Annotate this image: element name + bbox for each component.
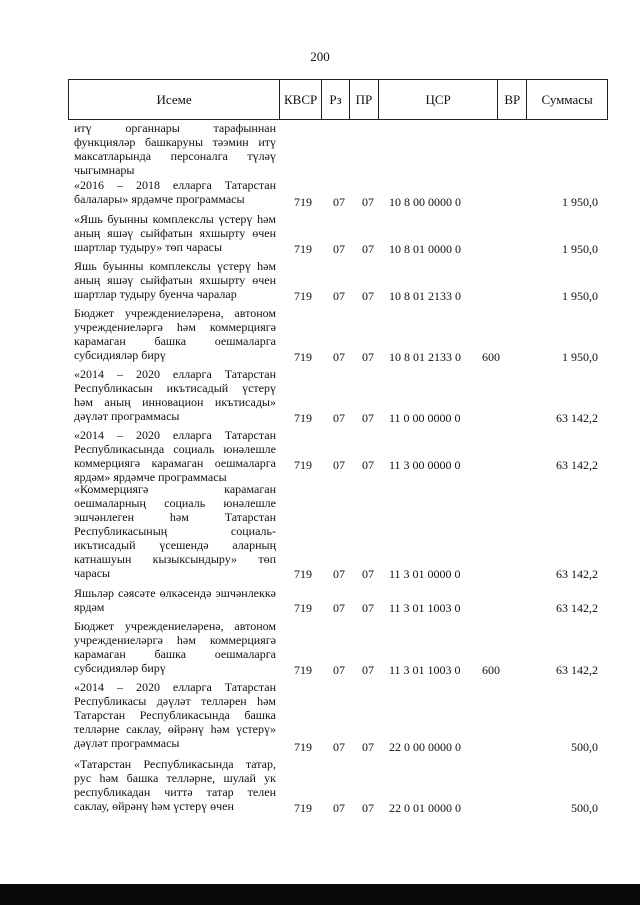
row-name: Яшь буынны комплекслы үстерү һәм аның яшәү сыйфатын яхшырту өчен шартлар тудыру буенча чаралар bbox=[74, 259, 276, 301]
row-rz: 07 bbox=[333, 350, 345, 364]
row-kvsr: 719 bbox=[294, 242, 312, 256]
header-pr: ПР bbox=[350, 80, 379, 119]
row-kvsr: 719 bbox=[294, 350, 312, 364]
row-rz: 07 bbox=[333, 289, 345, 303]
row-csr: 22 0 00 0000 0 bbox=[389, 740, 461, 754]
row-pr: 07 bbox=[362, 242, 374, 256]
row-kvsr: 719 bbox=[294, 289, 312, 303]
row-name: «Коммерциягә карамаган оешмаларның социаль юнәлешле эшчәнлеген һәм Татарстан Республикасының социаль-икътисадый үсешендә аларның катнашуын кызыксындыру» төп чарасы bbox=[74, 482, 276, 580]
table-row bbox=[74, 680, 614, 754]
row-sum: 63 142,2 bbox=[556, 663, 598, 677]
table-row bbox=[74, 367, 614, 425]
row-rz: 07 bbox=[333, 195, 345, 209]
row-pr: 07 bbox=[362, 663, 374, 677]
table-row bbox=[74, 306, 614, 364]
row-sum: 63 142,2 bbox=[556, 411, 598, 425]
table-row bbox=[74, 619, 614, 677]
header-csr: ЦСР bbox=[379, 80, 499, 119]
row-name: Бюджет учреждениеләренә, автоном учреждениеләргә һәм коммерциягә карамаган башка оешмаларга субсидияләр бирү bbox=[74, 619, 276, 675]
row-csr: 10 8 01 2133 0 bbox=[389, 289, 461, 303]
row-name: «2014 – 2020 елларга Татарстан Республикасында социаль юнәлешле коммерциягә карамаган оешмаларга ярдәм» ярдәмче программасы bbox=[74, 428, 276, 484]
row-vr: 600 bbox=[482, 663, 500, 677]
row-sum: 1 950,0 bbox=[562, 350, 598, 364]
row-rz: 07 bbox=[333, 567, 345, 581]
row-rz: 07 bbox=[333, 458, 345, 472]
row-sum: 63 142,2 bbox=[556, 458, 598, 472]
row-sum: 500,0 bbox=[571, 801, 598, 815]
row-name: Бюджет учреждениеләренә, автоном учреждениеләргә һәм коммерциягә карамаган башка оешмаларга субсидияләр бирү bbox=[74, 306, 276, 362]
row-pr: 07 bbox=[362, 195, 374, 209]
row-pr: 07 bbox=[362, 740, 374, 754]
row-kvsr: 719 bbox=[294, 601, 312, 615]
row-kvsr: 719 bbox=[294, 740, 312, 754]
header-sum: Суммасы bbox=[541, 91, 593, 107]
page-number: 200 bbox=[310, 49, 330, 64]
row-name: «Татарстан Республикасында татар, рус һәм башка телләрне, шулай ук республикадан читтә татар телен саклау, өйрәнү һәм үстерү өчен bbox=[74, 757, 276, 813]
row-kvsr: 719 bbox=[294, 458, 312, 472]
row-name: «2014 – 2020 елларга Татарстан Республикасын икътисадый үстерү һәм аның инновацион икътисады» дәүләт программасы bbox=[74, 367, 276, 423]
row-rz: 07 bbox=[333, 601, 345, 615]
row-pr: 07 bbox=[362, 411, 374, 425]
row-pr: 07 bbox=[362, 801, 374, 815]
scan-edge-bar bbox=[0, 884, 640, 905]
row-rz: 07 bbox=[333, 242, 345, 256]
row-name: «2016 – 2018 елларга Татарстан балалары» ярдәмче программасы bbox=[74, 178, 276, 206]
table-row bbox=[74, 212, 614, 256]
row-rz: 07 bbox=[333, 663, 345, 677]
header-kvsr: КВСР bbox=[280, 80, 322, 119]
table-row bbox=[74, 178, 614, 209]
row-csr: 11 0 00 0000 0 bbox=[389, 411, 461, 425]
row-csr: 10 8 01 2133 0 bbox=[389, 350, 461, 364]
row-kvsr: 719 bbox=[294, 663, 312, 677]
row-csr: 11 3 01 1003 0 bbox=[389, 663, 461, 677]
row-sum: 63 142,2 bbox=[556, 567, 598, 581]
row-name: «Яшь буынны комплекслы үстерү һәм аның яшәү сыйфатын яхшырту өчен шартлар тудыру» төп чарасы bbox=[74, 212, 276, 254]
row-kvsr: 719 bbox=[294, 567, 312, 581]
row-sum: 1 950,0 bbox=[562, 289, 598, 303]
row-rz: 07 bbox=[333, 411, 345, 425]
table-row bbox=[74, 757, 614, 815]
table-row bbox=[74, 259, 614, 303]
row-pr: 07 bbox=[362, 289, 374, 303]
table-body bbox=[74, 121, 614, 815]
table-row bbox=[74, 428, 614, 484]
row-sum: 1 950,0 bbox=[562, 242, 598, 256]
row-csr: 11 3 01 0000 0 bbox=[389, 567, 461, 581]
row-sum: 1 950,0 bbox=[562, 195, 598, 209]
table-row bbox=[74, 482, 614, 581]
row-rz: 07 bbox=[333, 801, 345, 815]
row-csr: 10 8 00 0000 0 bbox=[389, 195, 461, 209]
table-row bbox=[74, 586, 614, 615]
row-pr: 07 bbox=[362, 458, 374, 472]
header-name: Исеме bbox=[69, 80, 280, 119]
row-kvsr: 719 bbox=[294, 801, 312, 815]
row-csr: 22 0 01 0000 0 bbox=[389, 801, 461, 815]
row-pr: 07 bbox=[362, 350, 374, 364]
row-kvsr: 719 bbox=[294, 411, 312, 425]
table-header bbox=[68, 79, 608, 120]
header-rz: Рз bbox=[322, 80, 350, 119]
row-name: итү органнары тарафыннан функцияләр башкаруны тәэмин итү максатларында персоналга түләү чыгымнары bbox=[74, 121, 276, 177]
header-vr: ВР bbox=[498, 80, 527, 119]
row-name: Яшьләр сәясәте өлкәсендә эшчәнлеккә ярдәм bbox=[74, 586, 276, 614]
row-kvsr: 719 bbox=[294, 195, 312, 209]
row-sum: 500,0 bbox=[571, 740, 598, 754]
row-pr: 07 bbox=[362, 601, 374, 615]
table-row bbox=[74, 121, 614, 177]
row-pr: 07 bbox=[362, 567, 374, 581]
row-csr: 11 3 01 1003 0 bbox=[389, 601, 461, 615]
row-sum: 63 142,2 bbox=[556, 601, 598, 615]
row-rz: 07 bbox=[333, 740, 345, 754]
row-csr: 11 3 00 0000 0 bbox=[389, 458, 461, 472]
row-vr: 600 bbox=[482, 350, 500, 364]
row-name: «2014 – 2020 елларга Татарстан Республикасы дәүләт телләрен һәм Татарстан Республикасында башка телләрне саклау, өйрәнү һәм үстерү» дәүләт программасы bbox=[74, 680, 276, 750]
row-csr: 10 8 01 0000 0 bbox=[389, 242, 461, 256]
